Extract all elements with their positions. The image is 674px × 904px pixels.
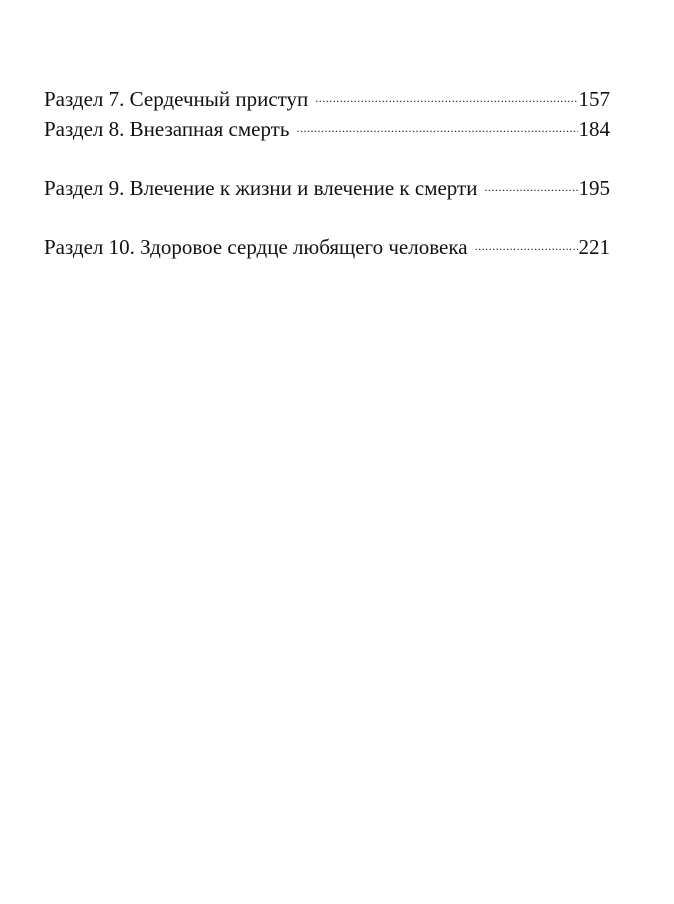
- dot-leader: [296, 115, 577, 136]
- table-of-contents: [44, 84, 610, 262]
- dot-leader: [484, 174, 577, 195]
- toc-entry-page-number: 184: [578, 117, 610, 141]
- toc-entry-section-9: [44, 173, 610, 203]
- dot-leader: [475, 233, 578, 254]
- toc-entry-page-number: 221: [578, 235, 610, 259]
- toc-entry-page-number: 195: [578, 176, 610, 200]
- toc-entry-title: Раздел 8. Внезапная смерть: [44, 117, 290, 141]
- toc-entry-section-10: [44, 232, 610, 262]
- dot-leader: [315, 85, 577, 106]
- toc-entry-title: Раздел 10. Здоровое сердце любящего человека: [44, 235, 468, 259]
- toc-entry-section-7: [44, 84, 610, 114]
- toc-entry-title: Раздел 9. Влечение к жизни и влечение к смерти: [44, 176, 478, 200]
- toc-entry-page-number: 157: [578, 87, 610, 111]
- toc-entry-section-8: [44, 114, 610, 144]
- toc-entry-title: Раздел 7. Сердечный приступ: [44, 87, 309, 111]
